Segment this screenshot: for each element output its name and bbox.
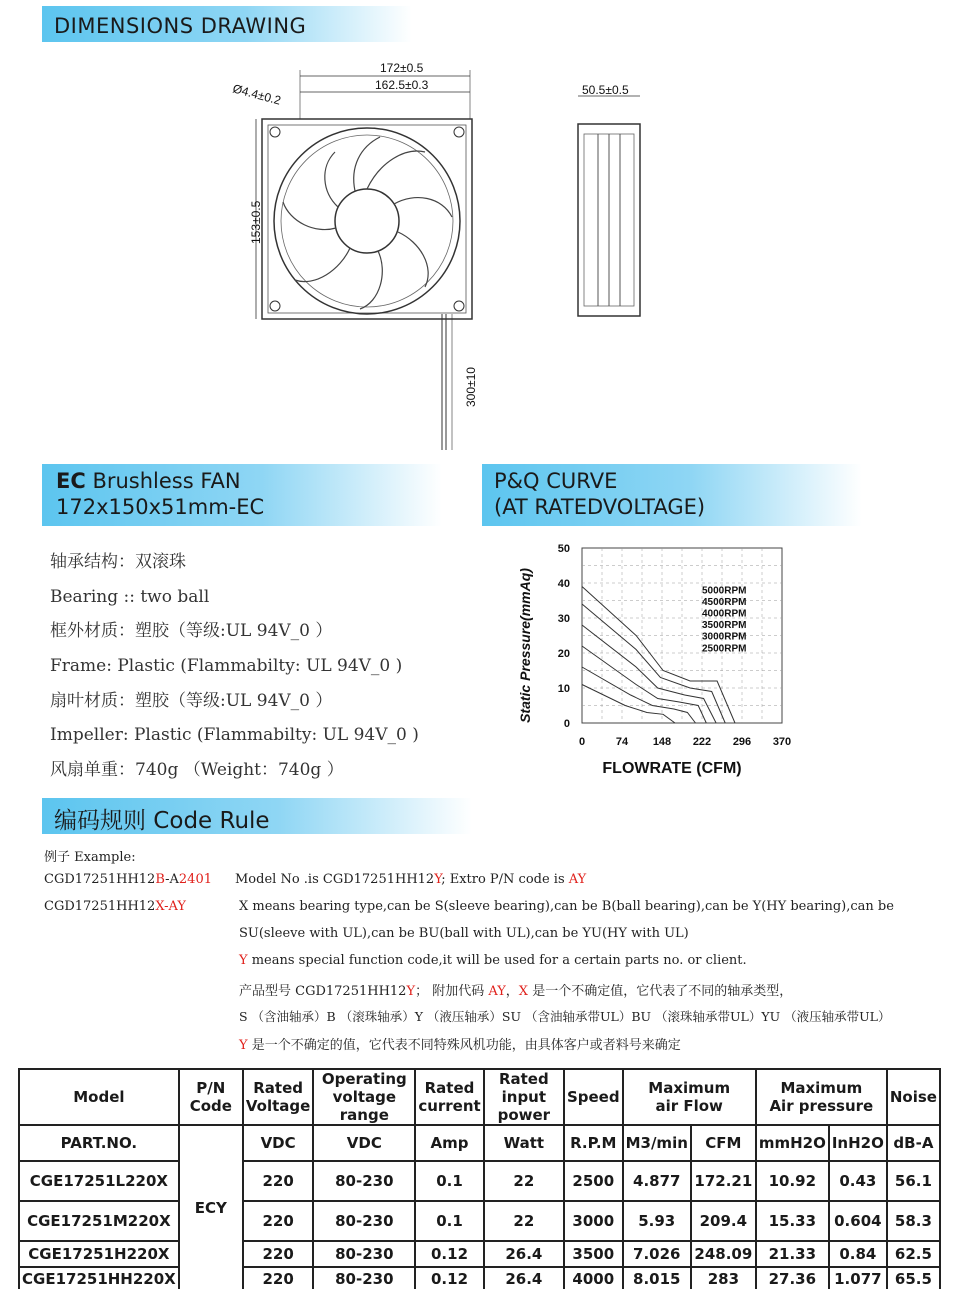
mount-hole-tr — [454, 127, 464, 137]
cell-voltage: 220 — [243, 1267, 313, 1289]
section-title-code-rule: 编码规则 Code Rule — [42, 798, 472, 834]
rule-line-6: S （含油轴承）B （滚珠轴承）Y （液压轴承）SU （含油轴承带UL）BU （滚珠轴承带UL）YU （液压轴承带UL） — [239, 1009, 891, 1024]
legend-4000rpm: 4000RPM — [702, 608, 747, 620]
spec-table — [18, 1068, 941, 1289]
example-code-2: CGD17251HH12X-AY — [44, 899, 186, 914]
cell-current: 0.1 — [415, 1161, 483, 1201]
fan-title-ec: EC — [56, 469, 86, 493]
cell-model: CGE17251H220X — [19, 1241, 179, 1267]
cell-noise: 62.5 — [887, 1241, 940, 1267]
cell-voltage: 220 — [243, 1201, 313, 1241]
pq-chart-svg — [512, 536, 832, 796]
cell-cfm: 172.21 — [691, 1161, 756, 1201]
y-tick-label: 0 — [563, 718, 570, 730]
y-tick-label: 50 — [557, 543, 570, 555]
cell-speed: 4000 — [564, 1267, 623, 1289]
table-header-row — [19, 1069, 940, 1125]
cell-model: CGE17251L220X — [19, 1161, 179, 1201]
section-title-fan — [42, 464, 442, 526]
header-model: Model — [19, 1069, 179, 1125]
dim-hole: Ø4.4±0.2 — [231, 81, 283, 108]
cell-mmh2o: 10.92 — [756, 1161, 829, 1201]
x-axis-label: FLOWRATE (CFM) — [602, 760, 742, 777]
unit-vdc-range: VDC — [313, 1125, 415, 1161]
x-tick-label: 370 — [772, 736, 792, 748]
unit-dba: dB-A — [887, 1125, 940, 1161]
dim-depth: 50.5±0.5 — [582, 83, 629, 97]
example-label: 例子 Example: — [44, 850, 136, 865]
cell-noise: 65.5 — [887, 1267, 940, 1289]
cell-model: CGE17251M220X — [19, 1201, 179, 1241]
fan-subtitle: 172x150x51mm-EC — [56, 495, 265, 519]
unit-vdc: VDC — [243, 1125, 313, 1161]
dim-cable: 300±10 — [464, 367, 478, 407]
rule-line-5: 产品型号 CGD17251HH12Y； 附加代码 AY，X 是一个不确定值，它代表了不同的轴承类型， — [239, 984, 793, 999]
y-axis-label: Static Pressure(mmAq) — [517, 568, 533, 723]
unit-part-no: PART.NO. — [19, 1125, 179, 1161]
cell-current: 0.12 — [415, 1241, 483, 1267]
unit-inh2o: InH2O — [829, 1125, 887, 1161]
unit-watt: Watt — [484, 1125, 564, 1161]
header-operating-voltage: Operating voltage range — [313, 1069, 415, 1125]
spec-impeller-cn: 扇叶材质：塑胶（等级:UL 94V_0 ） — [50, 690, 333, 711]
mount-hole-tl — [270, 127, 280, 137]
header-rated-power: Rated input power — [484, 1069, 564, 1125]
cell-mmh2o: 27.36 — [756, 1267, 829, 1289]
rule-line-7: Y 是一个不确定的值，它代表不同特殊风机功能，由具体客户或者料号来确定 — [239, 1038, 681, 1053]
cell-noise: 58.3 — [887, 1201, 940, 1241]
pn-code-cell: ECY — [179, 1125, 243, 1289]
rule-line-2: X means bearing type,can be S(sleeve bearing),can be B(ball bearing),can be Y(HY bearing),can be — [239, 899, 894, 914]
header-noise: Noise — [887, 1069, 940, 1125]
rule-line-1: Model No .is CGD17251HH12Y; Extro P/N code is AY — [235, 872, 587, 887]
header-rated-current: Rated current — [415, 1069, 483, 1125]
cell-inh2o: 0.84 — [829, 1241, 887, 1267]
header-airflow: Maximum air Flow — [623, 1069, 756, 1125]
pq-title-line2: (AT RATEDVOLTAGE) — [494, 495, 706, 519]
cell-power: 22 — [484, 1201, 564, 1241]
legend-3500rpm: 3500RPM — [702, 620, 747, 632]
cell-mmh2o: 21.33 — [756, 1241, 829, 1267]
cell-speed: 2500 — [564, 1161, 623, 1201]
unit-rpm: R.P.M — [564, 1125, 623, 1161]
cell-m3min: 5.93 — [623, 1201, 691, 1241]
cell-inh2o: 1.077 — [829, 1267, 887, 1289]
cell-speed: 3500 — [564, 1241, 623, 1267]
cell-power: 22 — [484, 1161, 564, 1201]
x-tick-label: 0 — [578, 736, 586, 748]
pq-title-line1: P&Q CURVE — [494, 469, 618, 493]
dim-width-outer: 172±0.5 — [380, 61, 424, 75]
y-tick-label: 10 — [557, 683, 570, 695]
fan-drawing-svg — [220, 52, 660, 457]
cell-model: CGE17251HH220X — [19, 1267, 179, 1289]
x-tick-label: 74 — [615, 736, 629, 748]
x-tick-label: 296 — [732, 736, 752, 748]
table-row — [19, 1241, 940, 1267]
cell-cfm: 248.09 — [691, 1241, 756, 1267]
fan-hub — [335, 189, 399, 253]
table-row — [19, 1267, 940, 1289]
dimensions-drawing — [220, 52, 660, 457]
y-tick-label: 40 — [557, 578, 570, 590]
spec-bearing-cn: 轴承结构：双滚珠 — [50, 552, 186, 572]
legend-2500rpm: 2500RPM — [702, 643, 747, 655]
legend-5000rpm: 5000RPM — [702, 585, 747, 597]
spec-frame-cn: 框外材质：塑胶（等级:UL 94V_0 ） — [50, 621, 333, 642]
fan-title-rest: Brushless FAN — [92, 469, 241, 493]
legend-3000rpm: 3000RPM — [702, 631, 747, 643]
mount-hole-bl — [270, 301, 280, 311]
cell-current: 0.12 — [415, 1267, 483, 1289]
cell-inh2o: 0.604 — [829, 1201, 887, 1241]
legend-4500rpm: 4500RPM — [702, 597, 747, 609]
cell-m3min: 8.015 — [623, 1267, 691, 1289]
table-units-row — [19, 1125, 940, 1161]
x-tick-label: 148 — [652, 736, 672, 748]
cell-inh2o: 0.43 — [829, 1161, 887, 1201]
unit-mmh2o: mmH2O — [756, 1125, 829, 1161]
example-code-1: CGD17251HH12B-A2401 — [44, 872, 212, 887]
spec-bearing-en: Bearing :: two ball — [50, 586, 210, 607]
cell-speed: 3000 — [564, 1201, 623, 1241]
spec-frame-en: Frame: Plastic (Flammabilty: UL 94V_0 ) — [50, 656, 403, 677]
cell-power: 26.4 — [484, 1267, 564, 1289]
unit-amp: Amp — [415, 1125, 483, 1161]
cell-voltage-range: 80-230 — [313, 1267, 415, 1289]
rule-line-3: SU(sleeve with UL),can be BU(ball with UL),can be YU(HY with UL) — [239, 926, 689, 941]
spec-weight: 风扇单重：740g （Weight：740g ） — [50, 760, 344, 781]
section-title-pq — [482, 464, 862, 526]
spec-impeller-en: Impeller: Plastic (Flammabilty: UL 94V_0 ) — [50, 725, 419, 746]
section-title-dimensions: DIMENSIONS DRAWING — [42, 6, 412, 42]
cell-cfm: 283 — [691, 1267, 756, 1289]
header-rated-voltage: Rated Voltage — [243, 1069, 313, 1125]
y-tick-label: 30 — [557, 613, 570, 625]
table-row — [19, 1161, 940, 1201]
cell-current: 0.1 — [415, 1201, 483, 1241]
x-tick-label: 222 — [692, 736, 712, 748]
cell-noise: 56.1 — [887, 1161, 940, 1201]
table-row — [19, 1201, 940, 1241]
cell-m3min: 4.877 — [623, 1161, 691, 1201]
cell-voltage: 220 — [243, 1161, 313, 1201]
mount-hole-br — [454, 301, 464, 311]
header-speed: Speed — [564, 1069, 623, 1125]
rule-line-4: Y means special function code,it will be used for a certain parts no. or client. — [239, 953, 747, 968]
unit-m3min: M3/min — [623, 1125, 691, 1161]
cell-cfm: 209.4 — [691, 1201, 756, 1241]
cell-power: 26.4 — [484, 1241, 564, 1267]
cell-m3min: 7.026 — [623, 1241, 691, 1267]
unit-cfm: CFM — [691, 1125, 756, 1161]
dim-width-inner: 162.5±0.3 — [375, 78, 429, 92]
pq-chart — [512, 536, 832, 796]
cell-mmh2o: 15.33 — [756, 1201, 829, 1241]
dim-height: 153±0.5 — [249, 200, 263, 244]
cell-voltage-range: 80-230 — [313, 1241, 415, 1267]
cell-voltage-range: 80-230 — [313, 1201, 415, 1241]
header-pn-code: P/N Code — [179, 1069, 243, 1125]
header-pressure: Maximum Air pressure — [756, 1069, 887, 1125]
y-tick-label: 20 — [557, 648, 570, 660]
cell-voltage-range: 80-230 — [313, 1161, 415, 1201]
fan-spec-list — [50, 548, 480, 791]
cell-voltage: 220 — [243, 1241, 313, 1267]
